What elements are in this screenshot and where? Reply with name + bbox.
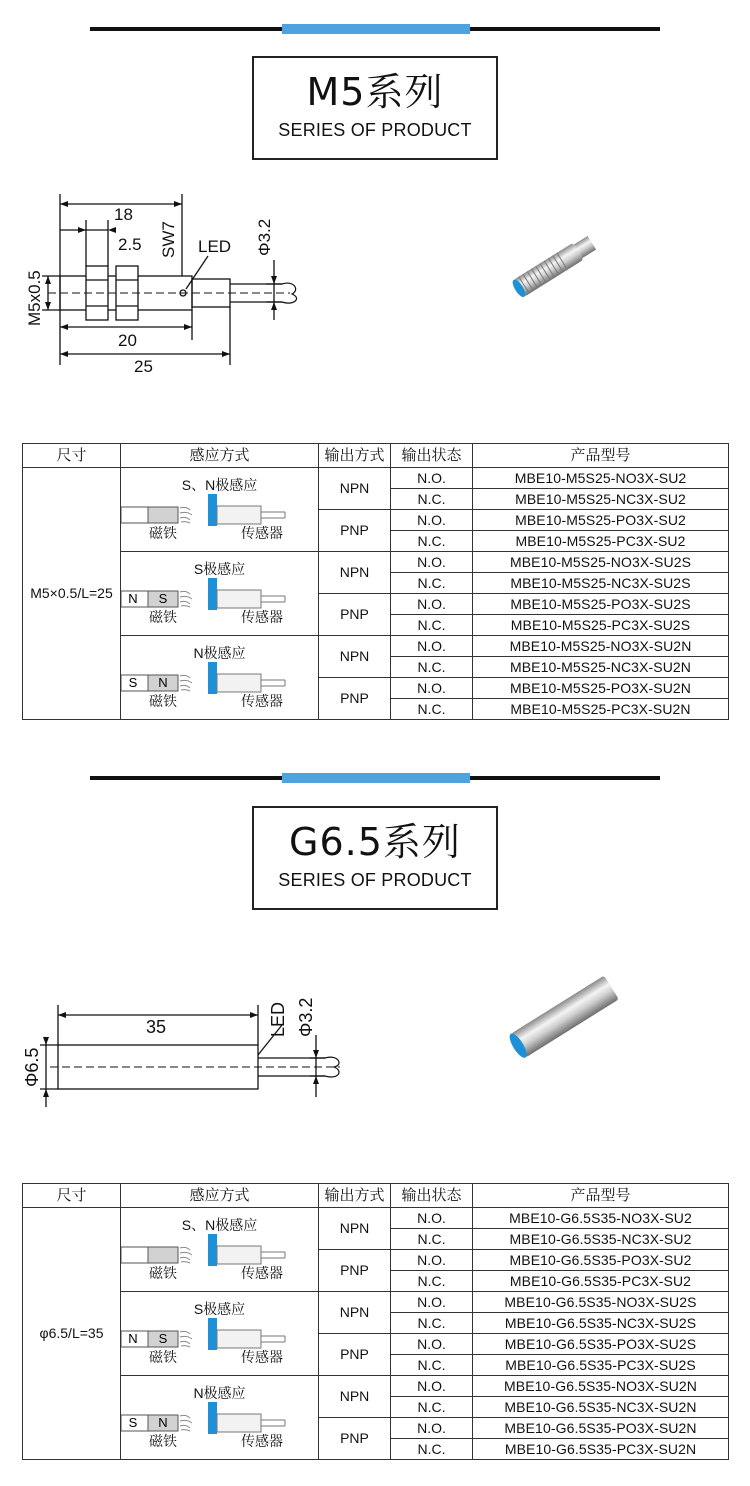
header-model: 产品型号 xyxy=(473,444,729,468)
model-number-cell: MBE10-G6.5S35-NC3X-SU2S xyxy=(473,1313,729,1334)
magnet-caption: 磁铁 xyxy=(149,524,177,541)
model-number-cell: MBE10-M5S25-NC3X-SU2 xyxy=(473,489,729,510)
header-state: 输出状态 xyxy=(391,444,473,468)
output-type-cell: NPN xyxy=(319,1376,391,1418)
output-type-cell: NPN xyxy=(319,1208,391,1250)
table-header-row xyxy=(23,1184,729,1208)
dim-cable-dia: Φ3.2 xyxy=(255,218,274,256)
sensing-mode-label: S极感应 xyxy=(193,560,246,577)
output-type-cell: NPN xyxy=(319,552,391,594)
magnet-caption: 磁铁 xyxy=(149,1348,177,1365)
m5-spec-table xyxy=(22,443,729,720)
table-row xyxy=(23,1292,729,1313)
magnet-sensor-diagram xyxy=(121,662,301,694)
sensor-caption: 传感器 xyxy=(241,1264,283,1281)
output-state-cell: N.C. xyxy=(391,489,473,510)
output-state-cell: N.O. xyxy=(391,468,473,489)
model-number-cell: MBE10-G6.5S35-NO3X-SU2 xyxy=(473,1208,729,1229)
output-type-cell: NPN xyxy=(319,468,391,510)
output-type-cell: NPN xyxy=(319,636,391,678)
g65-spec-table xyxy=(22,1183,729,1460)
table-row xyxy=(23,1376,729,1397)
output-state-cell: N.O. xyxy=(391,1208,473,1229)
table-header-row xyxy=(23,444,729,468)
dim-wrench: SW7 xyxy=(159,221,178,258)
series-title: M5系列 xyxy=(306,70,444,114)
output-state-cell: N.O. xyxy=(391,594,473,615)
model-number-cell: MBE10-M5S25-PO3X-SU2N xyxy=(473,678,729,699)
series-subtitle: SERIES OF PRODUCT xyxy=(278,120,472,140)
sensor-caption: 传感器 xyxy=(241,692,283,709)
magnet-pole-right: S xyxy=(158,590,168,606)
header-output: 输出方式 xyxy=(319,1184,391,1208)
output-state-cell: N.C. xyxy=(391,657,473,678)
model-number-cell: MBE10-M5S25-PO3X-SU2S xyxy=(473,594,729,615)
magnet-pole-left: N xyxy=(128,590,138,606)
table-row xyxy=(23,636,729,657)
output-type-cell: PNP xyxy=(319,1334,391,1376)
table-row xyxy=(23,552,729,573)
dim-led: LED xyxy=(268,1001,288,1037)
magnet-sensor-diagram xyxy=(121,578,301,610)
section-divider-accent xyxy=(282,773,470,783)
magnet-pole-right: N xyxy=(158,674,168,690)
model-number-cell: MBE10-G6.5S35-PO3X-SU2S xyxy=(473,1334,729,1355)
dim-cable-dia: Φ3.2 xyxy=(296,997,316,1037)
sensing-mode-cell xyxy=(121,1208,319,1292)
model-number-cell: MBE10-G6.5S35-PO3X-SU2N xyxy=(473,1418,729,1439)
model-number-cell: MBE10-G6.5S35-PC3X-SU2 xyxy=(473,1271,729,1292)
output-state-cell: N.C. xyxy=(391,531,473,552)
output-state-cell: N.C. xyxy=(391,1271,473,1292)
magnet-sensor-diagram xyxy=(121,494,301,526)
series-title-box xyxy=(252,56,498,160)
output-state-cell: N.C. xyxy=(391,699,473,720)
magnet-caption: 磁铁 xyxy=(149,608,177,625)
header-sense: 感应方式 xyxy=(121,444,319,468)
magnet-caption: 磁铁 xyxy=(149,1432,177,1449)
output-type-cell: PNP xyxy=(319,1418,391,1460)
sensing-mode-cell xyxy=(121,1292,319,1376)
output-state-cell: N.O. xyxy=(391,510,473,531)
model-number-cell: MBE10-G6.5S35-NO3X-SU2N xyxy=(473,1376,729,1397)
header-sense: 感应方式 xyxy=(121,1184,319,1208)
sensing-mode-label: S、N极感应 xyxy=(181,1216,258,1233)
header-size: 尺寸 xyxy=(23,1184,121,1208)
dim-total-length: 25 xyxy=(134,357,153,376)
sensing-mode-label: S极感应 xyxy=(193,1300,246,1317)
output-state-cell: N.O. xyxy=(391,552,473,573)
output-state-cell: N.O. xyxy=(391,1418,473,1439)
g65-product-photo xyxy=(500,880,750,1080)
m5-dimension-drawing xyxy=(20,190,320,390)
series-title-box xyxy=(252,806,498,910)
sensing-mode-label: N极感应 xyxy=(193,1384,246,1401)
sensor-caption: 传感器 xyxy=(241,608,283,625)
model-number-cell: MBE10-M5S25-NO3X-SU2 xyxy=(473,468,729,489)
output-type-cell: PNP xyxy=(319,1250,391,1292)
sensing-mode-label: N极感应 xyxy=(193,644,246,661)
model-number-cell: MBE10-M5S25-NC3X-SU2S xyxy=(473,573,729,594)
model-number-cell: MBE10-G6.5S35-PO3X-SU2 xyxy=(473,1250,729,1271)
output-state-cell: N.O. xyxy=(391,678,473,699)
magnet-sensor-diagram xyxy=(121,1234,301,1266)
model-number-cell: MBE10-M5S25-PC3X-SU2S xyxy=(473,615,729,636)
sensor-caption: 传感器 xyxy=(241,524,283,541)
magnet-pole-right: N xyxy=(158,1414,168,1430)
magnet-pole-left: N xyxy=(128,1330,138,1346)
magnet-caption: 磁铁 xyxy=(149,692,177,709)
output-state-cell: N.O. xyxy=(391,1376,473,1397)
size-cell: φ6.5/L=35 xyxy=(23,1208,121,1460)
output-state-cell: N.O. xyxy=(391,1292,473,1313)
magnet-pole-right: S xyxy=(158,1330,168,1346)
output-state-cell: N.C. xyxy=(391,1313,473,1334)
dim-nut: 2.5 xyxy=(118,235,142,254)
output-state-cell: N.C. xyxy=(391,573,473,594)
sensing-mode-cell xyxy=(121,552,319,636)
output-state-cell: N.C. xyxy=(391,1439,473,1460)
output-state-cell: N.O. xyxy=(391,636,473,657)
header-model: 产品型号 xyxy=(473,1184,729,1208)
output-state-cell: N.O. xyxy=(391,1334,473,1355)
magnet-sensor-diagram xyxy=(121,1318,301,1350)
sensing-mode-cell xyxy=(121,636,319,720)
g65-dimension-drawing xyxy=(20,975,350,1125)
model-number-cell: MBE10-G6.5S35-NC3X-SU2 xyxy=(473,1229,729,1250)
sensor-caption: 传感器 xyxy=(241,1348,283,1365)
magnet-pole-left: S xyxy=(128,674,138,690)
series-title: G6.5系列 xyxy=(289,820,461,864)
dim-thread-spec: M5x0.5 xyxy=(25,270,44,326)
series-subtitle: SERIES OF PRODUCT xyxy=(278,870,472,890)
model-number-cell: MBE10-G6.5S35-PC3X-SU2N xyxy=(473,1439,729,1460)
dim-thread-length: 18 xyxy=(114,205,133,224)
model-number-cell: MBE10-M5S25-PC3X-SU2N xyxy=(473,699,729,720)
header-output: 输出方式 xyxy=(319,444,391,468)
output-state-cell: N.C. xyxy=(391,615,473,636)
sensing-mode-cell xyxy=(121,1376,319,1460)
model-number-cell: MBE10-M5S25-NC3X-SU2N xyxy=(473,657,729,678)
model-number-cell: MBE10-M5S25-NO3X-SU2N xyxy=(473,636,729,657)
dim-body-dia: Φ6.5 xyxy=(22,1047,42,1087)
model-number-cell: MBE10-G6.5S35-NO3X-SU2S xyxy=(473,1292,729,1313)
output-state-cell: N.C. xyxy=(391,1355,473,1376)
model-number-cell: MBE10-G6.5S35-NC3X-SU2N xyxy=(473,1397,729,1418)
dim-led: LED xyxy=(198,237,232,256)
output-state-cell: N.C. xyxy=(391,1397,473,1418)
table-row xyxy=(23,468,729,489)
model-number-cell: MBE10-M5S25-PC3X-SU2 xyxy=(473,531,729,552)
output-state-cell: N.O. xyxy=(391,1250,473,1271)
output-type-cell: PNP xyxy=(319,510,391,552)
table-row xyxy=(23,1208,729,1229)
m5-product-photo xyxy=(500,140,750,315)
model-number-cell: MBE10-M5S25-PO3X-SU2 xyxy=(473,510,729,531)
output-type-cell: PNP xyxy=(319,678,391,720)
header-state: 输出状态 xyxy=(391,1184,473,1208)
output-type-cell: NPN xyxy=(319,1292,391,1334)
sensing-mode-cell xyxy=(121,468,319,552)
magnet-sensor-diagram xyxy=(121,1402,301,1434)
magnet-pole-left: S xyxy=(128,1414,138,1430)
output-state-cell: N.C. xyxy=(391,1229,473,1250)
output-type-cell: PNP xyxy=(319,594,391,636)
model-number-cell: MBE10-G6.5S35-PC3X-SU2S xyxy=(473,1355,729,1376)
sensing-mode-label: S、N极感应 xyxy=(181,476,258,493)
magnet-caption: 磁铁 xyxy=(149,1264,177,1281)
dim-body-length: 20 xyxy=(118,331,137,350)
dim-body-length: 35 xyxy=(146,1017,167,1037)
header-size: 尺寸 xyxy=(23,444,121,468)
size-cell: M5×0.5/L=25 xyxy=(23,468,121,720)
section-divider-accent xyxy=(282,24,470,34)
model-number-cell: MBE10-M5S25-NO3X-SU2S xyxy=(473,552,729,573)
sensor-caption: 传感器 xyxy=(241,1432,283,1449)
